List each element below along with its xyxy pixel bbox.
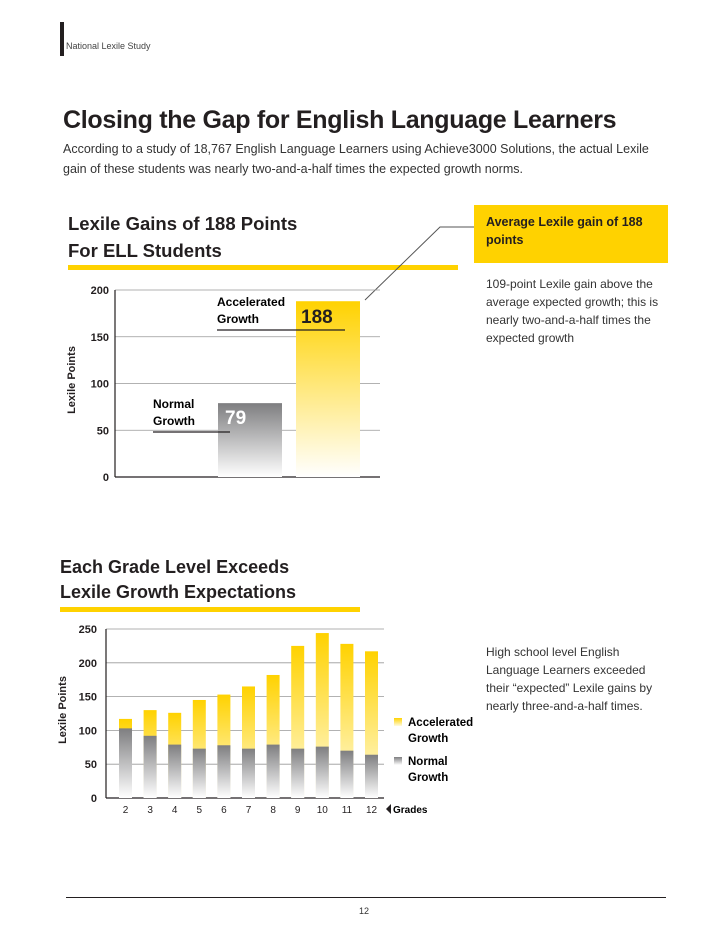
page-number: 12 xyxy=(358,906,369,916)
chart2-bar-normal xyxy=(217,745,230,798)
grades-arrow-icon xyxy=(386,804,391,814)
chart2-x-axis-label: Grades xyxy=(393,805,428,816)
chart1-normal-label-1: Normal xyxy=(153,397,195,411)
page-title: Closing the Gap for English Language Learners xyxy=(63,106,617,134)
chart2-bar-normal xyxy=(242,749,255,798)
header-label: National Lexile Study xyxy=(66,41,151,51)
chart2-title-line2: Lexile Growth Expectations xyxy=(60,582,297,602)
chart1-normal-label-2: Growth xyxy=(153,414,195,428)
legend-accelerated-swatch xyxy=(394,718,402,726)
chart1-accel-label-1: Accelerated xyxy=(217,295,286,309)
chart2-y-tick-label: 100 xyxy=(78,725,97,738)
chart2-y-tick-label: 250 xyxy=(78,624,97,636)
footer-rule xyxy=(66,897,666,898)
chart2-side-note: High school level English Language Learners exceeded their “expected” Lexile gains by nearly three-and-a-half times. xyxy=(486,645,653,713)
intro-paragraph: According to a study of 18,767 English Language Learners using Achieve3000 Solutions, the actual Lexile gain of these students was nearly two-and-a-half times the expected growth norms. xyxy=(63,142,649,176)
chart1-title-line2: For ELL Students xyxy=(68,240,222,261)
chart1-accel-value: 188 xyxy=(301,307,333,328)
chart2-x-tick-label: 5 xyxy=(196,805,203,816)
chart2-bar-normal xyxy=(316,747,329,798)
chart2-x-tick-label: 12 xyxy=(365,805,378,816)
chart1-title-line1: Lexile Gains of 188 Points xyxy=(68,213,298,234)
chart2-x-tick-label: 6 xyxy=(221,805,227,816)
chart2-x-tick-label: 2 xyxy=(122,805,129,816)
legend-accelerated-label-1: Accelerated xyxy=(408,717,474,729)
chart2-y-axis-label: Lexile Points xyxy=(57,676,69,744)
chart1-y-tick-label: 100 xyxy=(90,378,109,391)
callout-connector xyxy=(365,227,474,300)
chart2-x-tick-label: 11 xyxy=(341,805,353,816)
chart2-bar-normal xyxy=(193,749,206,798)
chart2-bar-normal xyxy=(291,749,304,798)
chart2-x-tick-label: 3 xyxy=(147,805,153,816)
chart2-x-tick-label: 8 xyxy=(270,805,276,816)
chart2-title-line1: Each Grade Level Exceeds xyxy=(60,557,290,577)
legend-normal-label-1: Normal xyxy=(408,756,448,768)
chart2-bar-normal xyxy=(144,736,157,798)
chart2-bar-normal xyxy=(267,745,280,798)
callout-note: 109-point Lexile gain above the average expected growth; this is nearly two-and-a-half times the expected growth xyxy=(486,277,659,345)
chart2-x-tick-label: 7 xyxy=(245,805,252,816)
chart2-bar-normal xyxy=(119,728,132,798)
chart2-y-tick-label: 200 xyxy=(78,657,97,670)
chart2-x-tick-label: 10 xyxy=(316,805,328,816)
chart1-y-tick-label: 150 xyxy=(90,331,109,344)
chart2-bar-normal xyxy=(168,745,181,798)
legend-normal-label-2: Growth xyxy=(408,772,449,784)
chart2-svg xyxy=(0,600,728,840)
chart1-y-tick-label: 0 xyxy=(102,472,109,484)
chart2-title xyxy=(60,555,296,605)
chart2-y-tick-label: 0 xyxy=(90,793,97,805)
chart2-x-tick-label: 4 xyxy=(171,805,178,816)
chart2-x-tick-label: 9 xyxy=(294,805,301,816)
chart2-bar-normal xyxy=(365,755,378,798)
chart1-accel-label-2: Growth xyxy=(217,312,259,326)
chart2-y-tick-label: 150 xyxy=(78,691,97,704)
chart1-y-axis-label: Lexile Points xyxy=(66,346,78,414)
chart1-y-tick-label: 200 xyxy=(90,285,109,297)
legend-accelerated-label-2: Growth xyxy=(408,733,449,745)
legend-normal-swatch xyxy=(394,757,402,765)
callout-highlight: Average Lexile gain of 188 points xyxy=(486,215,643,247)
chart2-bar-normal xyxy=(340,751,353,798)
chart2-y-tick-label: 50 xyxy=(84,759,97,772)
chart1-normal-value: 79 xyxy=(225,408,247,429)
chart1-y-tick-label: 50 xyxy=(96,425,109,438)
